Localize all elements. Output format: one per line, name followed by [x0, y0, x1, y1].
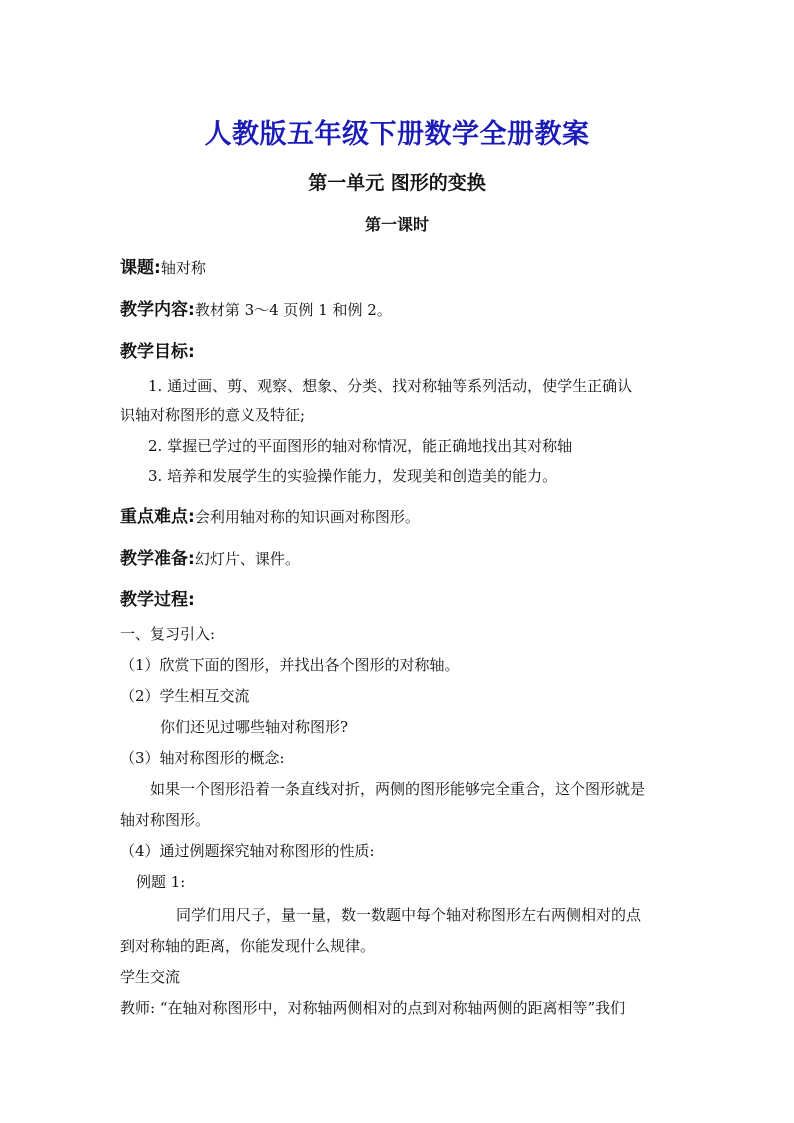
process-step-2-question: 你们还见过哪些轴对称图形? — [160, 718, 349, 736]
unit-heading: 第一单元 图形的变换 — [308, 172, 486, 194]
document-title: 人教版五年级下册数学全册教案 — [204, 119, 590, 150]
process-step-3-line-2: 轴对称图形。 — [120, 811, 211, 829]
prep-value: 幻灯片、课件。 — [194, 550, 300, 568]
process-step-2: （2）学生相互交流 — [120, 687, 250, 705]
example-line-2: 到对称轴的距离，你能发现什么规律。 — [120, 937, 376, 955]
topic-value: 轴对称 — [160, 259, 206, 277]
lesson-heading: 第一课时 — [364, 215, 429, 234]
process-step-4: （4）通过例题探究轴对称图形的性质: — [120, 842, 375, 860]
goals-heading: 教学目标: — [120, 342, 195, 362]
keypoints-value: 会利用轴对称的知识画对称图形。 — [194, 508, 420, 526]
topic-row — [120, 253, 206, 278]
keypoints-row — [120, 502, 420, 527]
teacher-line: 教师: “在轴对称图形中，对称轴两侧相对的点到对称轴两侧的距离相等”我们 — [120, 999, 626, 1017]
process-step-3: （3）轴对称图形的概念: — [120, 749, 285, 767]
goal-item-3: 3. 培养和发展学生的实验操作能力，发现美和创造美的能力。 — [148, 467, 558, 485]
process-section-1: 一、复习引入: — [120, 625, 216, 643]
content-row — [120, 295, 392, 320]
goal-item-2: 2. 掌握已学过的平面图形的轴对称情况，能正确地找出其对称轴 — [148, 437, 573, 455]
student-exchange: 学生交流 — [120, 968, 181, 986]
content-value: 教材第 3～4 页例 1 和例 2。 — [194, 301, 392, 319]
example-label: 例题 1: — [136, 873, 186, 891]
example-line-1: 同学们用尺子，量一量，数一数题中每个轴对称图形左右两侧相对的点 — [176, 906, 642, 924]
process-step-3-line-1: 如果一个图形沿着一条直线对折，两侧的图形能够完全重合，这个图形就是 — [150, 780, 646, 798]
goal-item-1-line-2: 识轴对称图形的意义及特征; — [120, 406, 306, 424]
process-step-1: （1）欣赏下面的图形，并找出各个图形的对称轴。 — [120, 656, 460, 674]
prep-label: 教学准备: — [120, 549, 195, 569]
prep-row — [120, 544, 300, 569]
process-heading: 教学过程: — [120, 590, 195, 610]
goal-item-1-line-1: 1. 通过画、剪、观察、想象、分类、找对称轴等系列活动，使学生正确认 — [148, 377, 633, 395]
content-label: 教学内容: — [120, 300, 195, 320]
topic-label: 课题: — [120, 258, 161, 278]
keypoints-label: 重点难点: — [120, 507, 195, 527]
